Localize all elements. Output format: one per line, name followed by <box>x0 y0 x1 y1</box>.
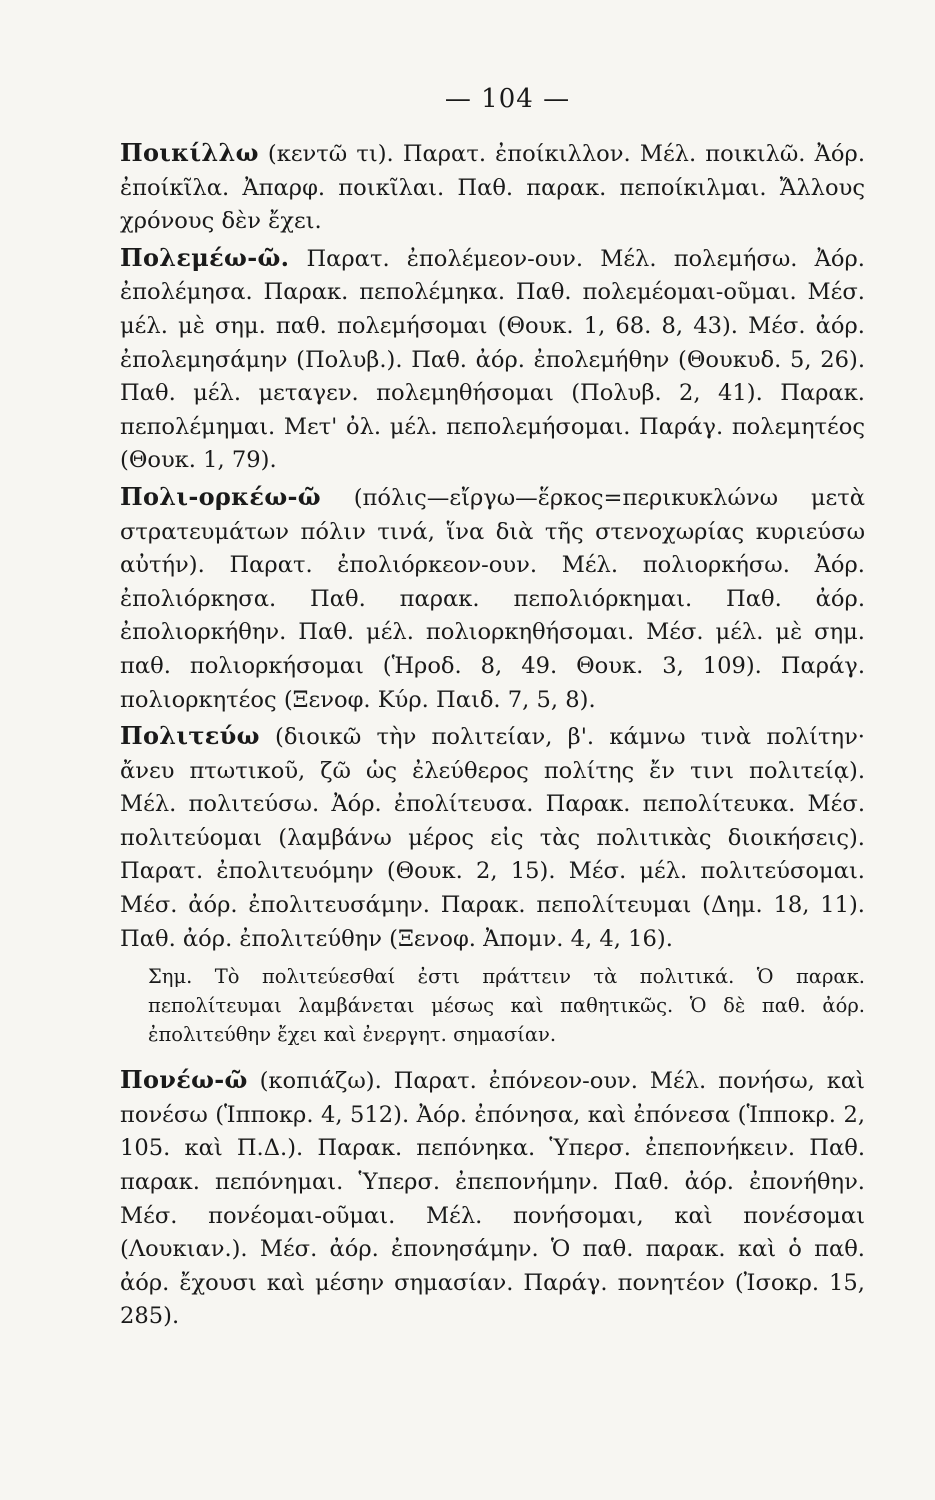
entry-headword: Πολι-ορκέω-ῶ <box>120 481 321 511</box>
entry-headword: Πονέω-ῶ <box>120 1065 248 1095</box>
entry-poliorkeo <box>120 480 865 717</box>
entry-poneo <box>120 1063 865 1334</box>
entry-headword: Ποικίλλω <box>120 138 259 167</box>
entry-text: (διοικῶ τὴν πολιτείαν, β'. κάμνω τινὰ πολίτην· ἄνευ πτωτικοῦ, ζῶ ὡς ἐλεύθερος πολίτης ἔν τινι πολιτείᾳ). Μέλ. πολιτεύσω. Ἀόρ. ἐπολίτευσα. Παρακ. πεπολίτευκα. Μέσ. πολιτεύομαι (λαμβάνω μέρος εἰς τὰς πολιτικὰς διοικήσεις). Παρατ. ἐπολιτευόμην (Θουκ. 2, 15). Μέσ. μέλ. πολιτεύσομαι. Μέσ. ἀόρ. ἐπολιτευσάμην. Παρακ. πεπολίτευμαι (Δημ. 18, 11). Παθ. ἀόρ. ἐπολιτεύθην (Ξενοφ. Ἀπομν. 4, 4, 16). <box>120 724 865 952</box>
entry-polemeo <box>120 241 865 478</box>
entry-text: (πόλις—εἴργω—ἕρκος=περικυκλώνω μετὰ στρατευμάτων πόλιν τινά, ἵνα διὰ τῆς στενοχωρίας κυριεύσω αὐτήν). Παρατ. ἐπολιόρκεον-ουν. Μέλ. πολιορκήσω. Ἀόρ. ἐπολιόρκησα. Παθ. παρακ. πεπολιόρκημαι. Παθ. ἀόρ. ἐπολιορκήθην. Παθ. μέλ. πολιορκηθήσομαι. Μέσ. μέλ. μὲ σημ. παθ. πολιορκήσομαι (Ἡροδ. 8, 49. Θουκ. 3, 109). Παράγ. πολιορκητέος (Ξενοφ. Κύρ. Παιδ. 7, 5, 8). <box>120 484 865 713</box>
usage-note: Σημ. Τὸ πολιτεύεσθαί ἐστι πράττειν τὰ πολιτικά. Ὁ παρακ. πεπολίτευμαι λαμβάνεται μέσως καὶ παθητικῶς. Ὁ δὲ παθ. ἀόρ. ἐπολιτεύθην ἔχει καὶ ἐνεργητ. σημασίαν. <box>148 965 865 1047</box>
entry-headword: Πολεμέω-ῶ. <box>120 242 290 272</box>
entry-headword: Πολιτεύω <box>120 721 260 751</box>
entry-text: (κοπιάζω). Παρατ. ἐπόνεον-ουν. Μέλ. πονήσω, καὶ πονέσω (Ἱπποκρ. 4, 512). Ἀόρ. ἐπόνησα, καὶ ἐπόνεσα (Ἱπποκρ. 2, 105. καὶ Π.Δ.). Παρακ. πεπόνηκα. Ὑπερσ. ἐπεπονήκειν. Παθ. παρακ. πεπόνημαι. Ὑπερσ. ἐπεπονήμην. Παθ. ἀόρ. ἐπονήθην. Μέσ. πονέομαι-οῦμαι. Μέλ. πονήσομαι, καὶ πονέσομαι (Λουκιαν.). Μέσ. ἀόρ. ἐπονησάμην. Ὁ παθ. παρακ. καὶ ὁ παθ. ἀόρ. ἔχουσι καὶ μέσην σημασίαν. Παράγ. πονητέον (Ἰσοκρ. 15, 285). <box>120 1068 865 1330</box>
entry-text: (κεντῶ τι). Παρατ. ἐποίκιλλον. Μέλ. ποικιλῶ. Ἀόρ. ἐποίκῖλα. Ἀπαρφ. ποικῖλαι. Παθ. παρακ. πεποίκιλμαι. Ἄλλους χρόνους δὲν ἔχει. <box>120 141 865 235</box>
entry-poikillo <box>120 136 865 239</box>
entry-text: Παρατ. ἐπολέμεον-ουν. Μέλ. πολεμήσω. Ἀόρ. ἐπολέμησα. Παρακ. πεπολέμηκα. Παθ. πολεμέομαι-οῦμαι. Μέσ. μέλ. μὲ σημ. παθ. πολεμήσομαι (Θουκ. 1, 68. 8, 43). Μέσ. ἀόρ. ἐπολεμησάμην (Πολυβ.). Παθ. ἀόρ. ἐπολεμήθην (Θουκυδ. 5, 26). Παθ. μέλ. μεταγεν. πολεμηθήσομαι (Πολυβ. 2, 41). Παρακ. πεπολέμημαι. Μετ' ὀλ. μέλ. πεπολεμήσομαι. Παράγ. πολεμητέος (Θουκ. 1, 79). <box>120 245 865 474</box>
entry-politeuo <box>120 719 865 956</box>
page-number: — 104 — <box>444 84 571 114</box>
